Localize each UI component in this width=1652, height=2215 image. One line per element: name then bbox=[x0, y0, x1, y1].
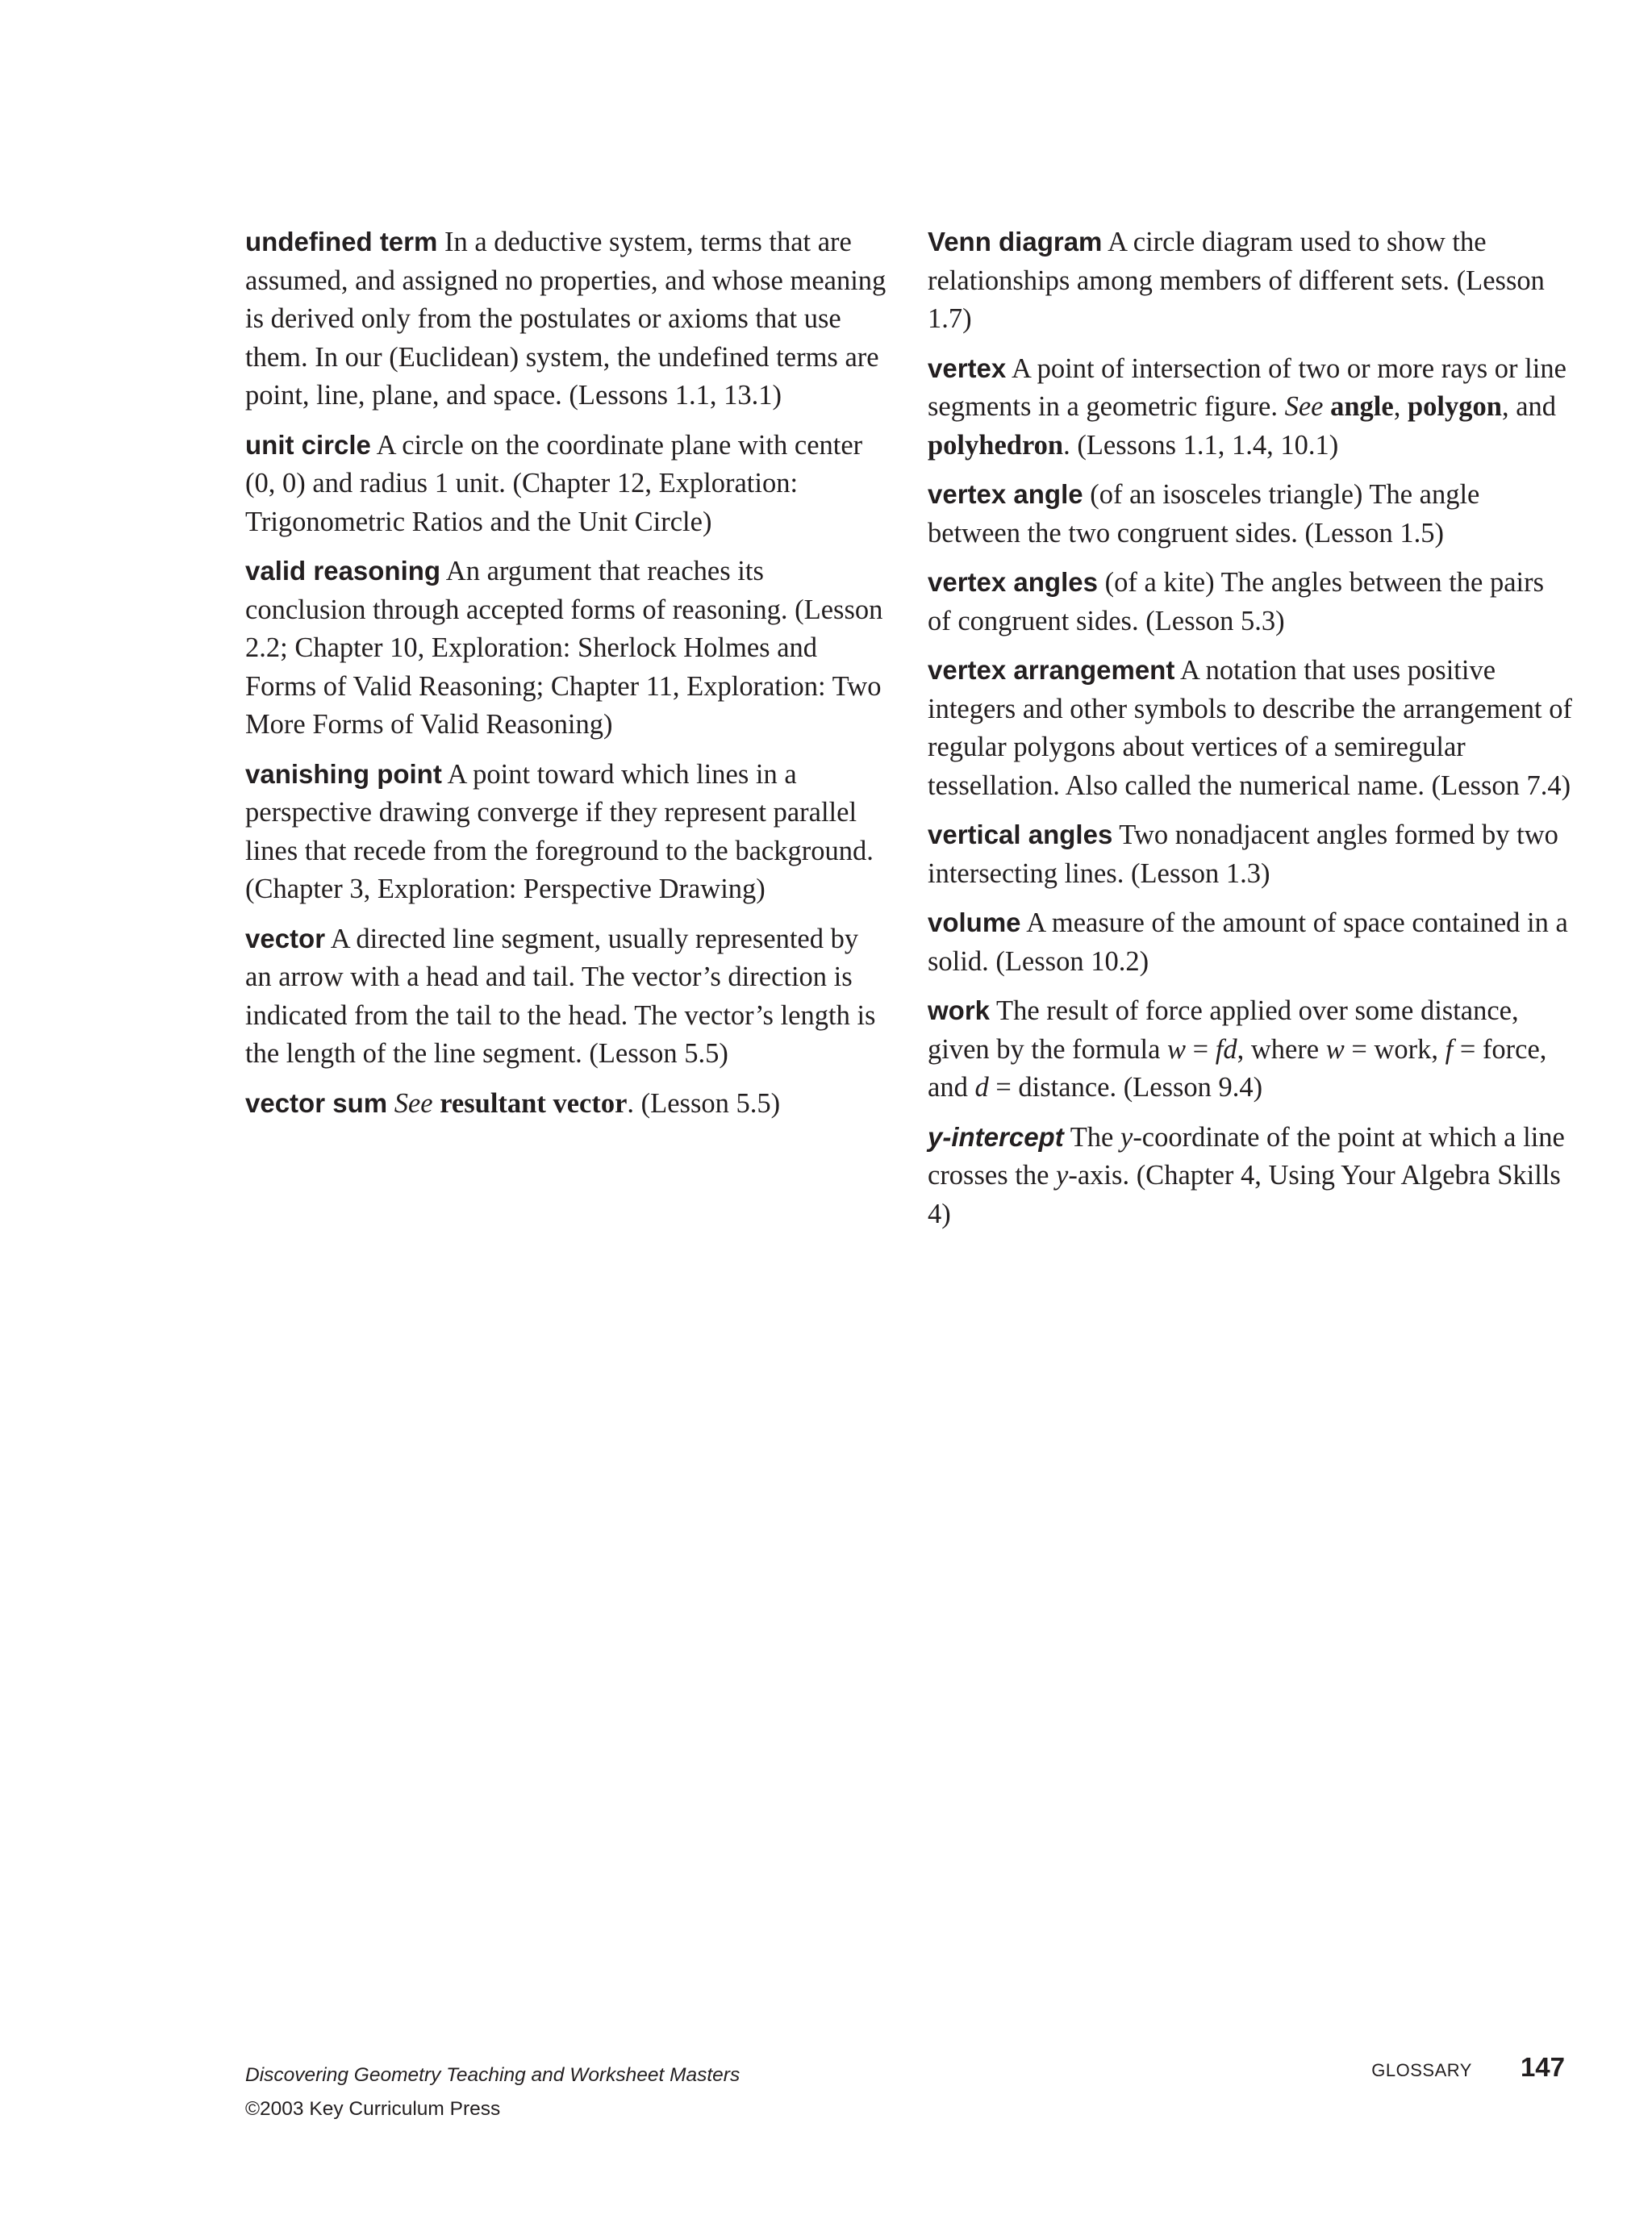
entry-unit-circle bbox=[245, 426, 891, 542]
entry-y-intercept bbox=[928, 1118, 1573, 1234]
definition-work: = distance. (Lesson 9.4) bbox=[988, 1072, 1263, 1103]
see-label: See bbox=[394, 1087, 433, 1119]
term-vertex-arrangement: vertex arrangement bbox=[928, 655, 1175, 685]
definition-vertex: A point of intersection of two or more rays or line segments in a geometric figure. bbox=[928, 352, 1566, 422]
equals-sign: = bbox=[1186, 1033, 1216, 1065]
entry-vertex-arrangement bbox=[928, 651, 1573, 805]
entry-valid-reasoning bbox=[245, 552, 891, 745]
term-vertex: vertex bbox=[928, 352, 1007, 383]
cross-ref-polyhedron: polyhedron bbox=[928, 429, 1064, 461]
entry-vertex-angle bbox=[928, 475, 1573, 553]
definition-vector-sum: . (Lesson 5.5) bbox=[627, 1087, 781, 1119]
term-venn-diagram: Venn diagram bbox=[928, 227, 1103, 257]
page-number: 147 bbox=[1520, 2052, 1565, 2082]
entry-undefined-term bbox=[245, 223, 891, 415]
term-vector-sum: vector sum bbox=[245, 1087, 388, 1118]
definition-volume: A measure of the amount of space contained in a solid. (Lesson 10.2) bbox=[928, 907, 1568, 977]
section-label: GLOSSARY bbox=[1371, 2060, 1472, 2080]
entry-vertex bbox=[928, 349, 1573, 465]
left-column bbox=[245, 223, 891, 1133]
definition-vertex-arrangement: A notation that uses positive integers and other symbols to describe the arrangement of regular polygons about vertices of a semiregular tessellation. Also called the numerical name. (Lesson 7.4) bbox=[928, 655, 1572, 801]
book-title: Discovering Geometry Teaching and Worksheet Masters bbox=[245, 2064, 740, 2086]
term-vector: vector bbox=[245, 923, 326, 953]
definition-undefined-term: In a deductive system, terms that are assumed, and assigned no properties, and whose meaning is derived only from the postulates or axioms that use them. In our (Euclidean) system, the undefined terms are point, line, plane, and space. (Lessons 1.1, 13.1) bbox=[245, 227, 886, 411]
term-vanishing-point: vanishing point bbox=[245, 758, 442, 789]
term-unit-circle: unit circle bbox=[245, 429, 371, 460]
entry-vertical-angles bbox=[928, 816, 1573, 893]
term-undefined-term: undefined term bbox=[245, 227, 438, 257]
definition-work: = work, bbox=[1344, 1033, 1446, 1065]
var-w: w bbox=[1325, 1033, 1345, 1065]
var-fd: fd bbox=[1215, 1033, 1237, 1065]
term-volume: volume bbox=[928, 907, 1021, 937]
var-f: f bbox=[1445, 1033, 1454, 1065]
entry-vector-sum bbox=[245, 1084, 891, 1124]
var-w: w bbox=[1167, 1033, 1187, 1065]
definition-y-intercept: The bbox=[1063, 1121, 1120, 1153]
definition-venn-diagram: A circle diagram used to show the relationships among members of different sets. (Lesson 1.7) bbox=[928, 227, 1545, 334]
definition-work: = force, and bbox=[928, 1033, 1547, 1103]
term-vertex-angle: vertex angle bbox=[928, 479, 1083, 509]
var-y: y bbox=[1056, 1160, 1069, 1191]
definition-unit-circle: A circle on the coordinate plane with center (0, 0) and radius 1 unit. (Chapter 12, Exploration: Trigonometric Ratios and the Unit Circle) bbox=[245, 429, 863, 537]
definition-y-intercept: -axis. (Chapter 4, Using Your Algebra Skills 4) bbox=[928, 1160, 1561, 1229]
entry-vertex-angles bbox=[928, 563, 1573, 640]
entry-volume bbox=[928, 903, 1573, 981]
var-y: y bbox=[1120, 1121, 1133, 1153]
term-valid-reasoning: valid reasoning bbox=[245, 556, 441, 586]
definition-vertex-angles: (of a kite) The angles between the pairs of congruent sides. (Lesson 5.3) bbox=[928, 567, 1545, 636]
footer-right bbox=[1371, 2052, 1565, 2083]
copyright: ©2003 Key Curriculum Press bbox=[245, 2098, 501, 2120]
cross-ref-angle: angle bbox=[1330, 391, 1394, 422]
entry-work bbox=[928, 991, 1573, 1108]
definition-vertex-tail: . (Lessons 1.1, 1.4, 10.1) bbox=[1063, 429, 1339, 461]
entry-venn-diagram bbox=[928, 223, 1573, 339]
entry-vector bbox=[245, 920, 891, 1074]
cross-ref-polygon: polygon bbox=[1407, 391, 1502, 422]
definition-vanishing-point: A point toward which lines in a perspective drawing converge if they represent parallel lines that recede from the foreground to the background. (Chapter 3, Exploration: Perspective Drawing) bbox=[245, 758, 874, 904]
right-column bbox=[928, 223, 1573, 1244]
see-label: See bbox=[1284, 391, 1324, 422]
cross-ref-resultant-vector: resultant vector bbox=[440, 1087, 628, 1119]
var-d: d bbox=[974, 1072, 989, 1103]
definition-y-intercept: -coordinate of the point at which a line crosses the bbox=[928, 1121, 1565, 1191]
definition-work: The result of force applied over some distance, given by the formula bbox=[928, 995, 1519, 1065]
definition-vertical-angles: Two nonadjacent angles formed by two intersecting lines. (Lesson 1.3) bbox=[928, 820, 1558, 889]
term-work: work bbox=[928, 995, 991, 1025]
footer-left bbox=[245, 2059, 740, 2126]
term-vertex-angles: vertex angles bbox=[928, 567, 1098, 597]
term-vertical-angles: vertical angles bbox=[928, 820, 1113, 849]
definition-vertex-angle: (of an isosceles triangle) The angle between the two congruent sides. (Lesson 1.5) bbox=[928, 479, 1480, 549]
definition-valid-reasoning: An argument that reaches its conclusion through accepted forms of reasoning. (Lesson 2.2; Chapter 10, Exploration: Sherlock Holmes and Forms of Valid Reasoning; Chapter 11, Exploration: Two More Forms of Valid Reasoning) bbox=[245, 556, 883, 740]
definition-vector: A directed line segment, usually represented by an arrow with a head and tail. The vector’s direction is indicated from the tail to the head. The vector’s length is the length of the line segment. (Lesson 5.5) bbox=[245, 923, 876, 1069]
separator: , bbox=[1393, 391, 1408, 422]
entry-vanishing-point bbox=[245, 755, 891, 909]
definition-work: , where bbox=[1237, 1033, 1326, 1065]
separator: , and bbox=[1501, 391, 1557, 422]
term-y-intercept: y-intercept bbox=[928, 1121, 1064, 1152]
